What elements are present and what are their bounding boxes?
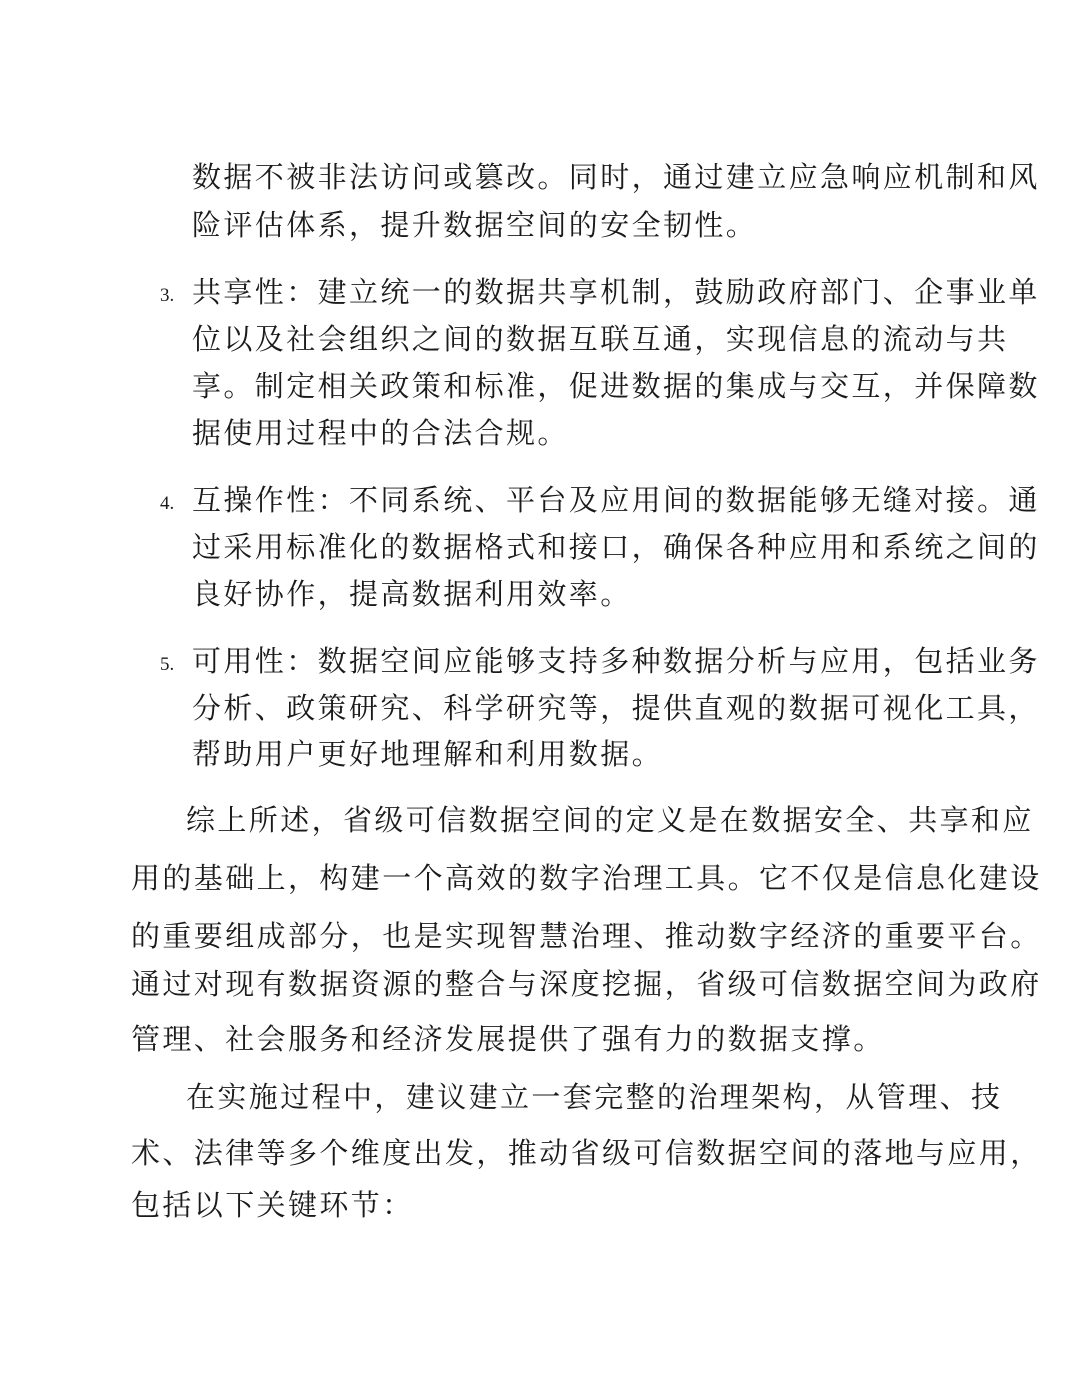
- text-line: 帮助用户更好地理解和利用数据。: [192, 737, 664, 771]
- text-line: 险评估体系，提升数据空间的安全韧性。: [192, 208, 758, 242]
- text-line: 术、法律等多个维度出发，推动省级可信数据空间的落地与应用，: [131, 1136, 1042, 1170]
- text-line: 可用性：数据空间应能够支持多种数据分析与应用，包括业务: [192, 644, 1040, 678]
- list-number: 4.: [160, 493, 175, 514]
- text-line: 综上所述，省级可信数据空间的定义是在数据安全、共享和应: [186, 803, 1034, 837]
- list-number: 3.: [160, 285, 175, 306]
- text-line: 的重要组成部分，也是实现智慧治理、推动数字经济的重要平台。: [131, 919, 1042, 953]
- text-line: 用的基础上，构建一个高效的数字治理工具。它不仅是信息化建设: [131, 861, 1042, 895]
- text-line: 享。制定相关政策和标准，促进数据的集成与交互，并保障数: [192, 369, 1040, 403]
- text-line: 过采用标准化的数据格式和接口，确保各种应用和系统之间的: [192, 530, 1040, 564]
- text-line: 通过对现有数据资源的整合与深度挖掘，省级可信数据空间为政府: [131, 967, 1042, 1001]
- text-line: 位以及社会组织之间的数据互联互通，实现信息的流动与共: [192, 322, 1009, 356]
- text-line: 共享性：建立统一的数据共享机制，鼓励政府部门、企事业单: [192, 275, 1040, 309]
- text-line: 据使用过程中的合法合规。: [192, 416, 569, 450]
- text-line: 分析、政策研究、科学研究等，提供直观的数据可视化工具，: [192, 691, 1040, 725]
- text-line: 管理、社会服务和经济发展提供了强有力的数据支撑。: [131, 1022, 885, 1056]
- text-line: 数据不被非法访问或篡改。同时，通过建立应急响应机制和风: [192, 160, 1040, 194]
- text-line: 互操作性：不同系统、平台及应用间的数据能够无缝对接。通: [192, 483, 1040, 517]
- text-line: 在实施过程中，建议建立一套完整的治理架构，从管理、技: [186, 1080, 1003, 1114]
- text-line: 包括以下关键环节：: [131, 1188, 414, 1222]
- list-number: 5.: [160, 654, 175, 675]
- text-line: 良好协作，提高数据利用效率。: [192, 577, 632, 611]
